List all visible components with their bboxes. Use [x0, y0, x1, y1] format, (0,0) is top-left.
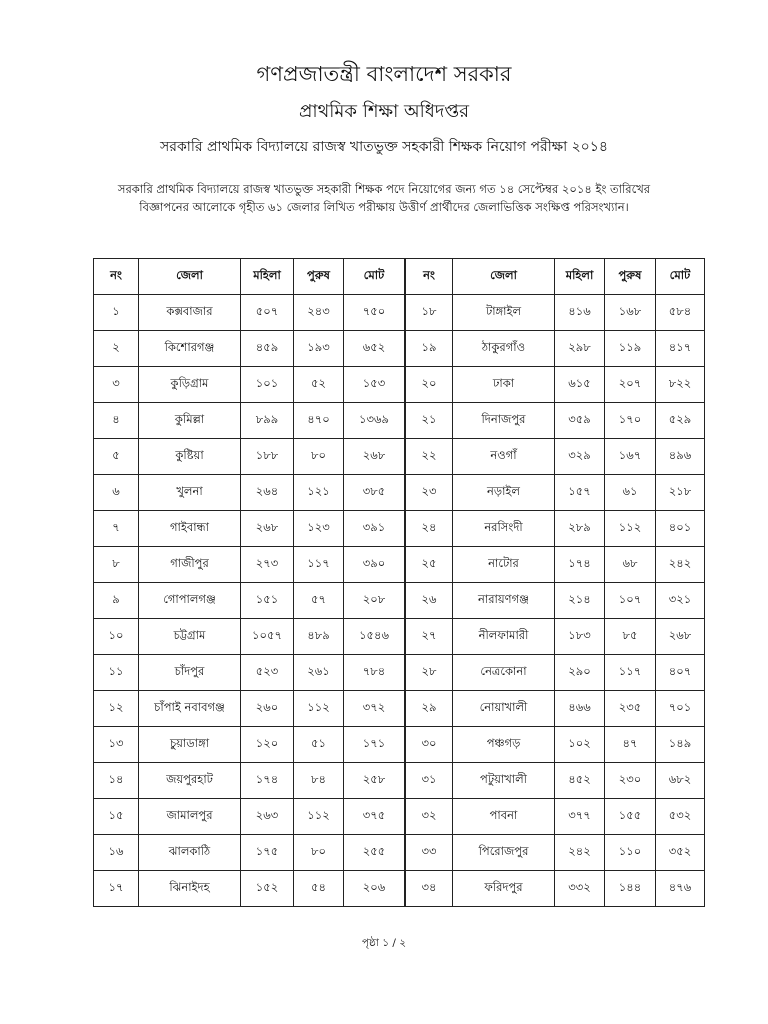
serial-cell: ১৬ — [94, 835, 139, 871]
male-cell: ১৯৩ — [294, 331, 344, 367]
female-cell: ১০২ — [555, 727, 605, 763]
table-row — [94, 367, 405, 403]
female-cell: ২৬৮ — [241, 511, 294, 547]
district-cell: খুলনা — [139, 475, 241, 511]
table-row — [406, 403, 705, 439]
total-cell: ১৭১ — [344, 727, 405, 763]
serial-cell: ১ — [94, 295, 139, 331]
district-cell: টাঙ্গাইল — [453, 295, 555, 331]
column-header: পুরুষ — [605, 259, 656, 295]
table-row — [94, 835, 405, 871]
table-row — [94, 655, 405, 691]
table-row — [94, 439, 405, 475]
column-header: মোট — [656, 259, 705, 295]
female-cell: ৫০৭ — [241, 295, 294, 331]
serial-cell: ৯ — [94, 583, 139, 619]
total-cell: ৪০৭ — [656, 655, 705, 691]
serial-cell: ২৭ — [406, 619, 453, 655]
total-cell: ৩৭২ — [344, 691, 405, 727]
serial-cell: ৬ — [94, 475, 139, 511]
table-row — [94, 799, 405, 835]
male-cell: ১২১ — [294, 475, 344, 511]
table-row — [406, 655, 705, 691]
total-cell: ২৫৫ — [344, 835, 405, 871]
page-number: পৃষ্ঠা ১ / ২ — [361, 937, 407, 949]
exam-title: সরকারি প্রাথমিক বিদ্যালয়ে রাজস্ব খাতভুক্ত সহকারী শিক্ষক নিয়োগ পরীক্ষা ২০১৪ — [160, 139, 608, 155]
district-cell: নীলফামারী — [453, 619, 555, 655]
serial-cell: ১৫ — [94, 799, 139, 835]
serial-cell: ২ — [94, 331, 139, 367]
male-cell: ২৬১ — [294, 655, 344, 691]
male-cell: ১৪৪ — [605, 871, 656, 907]
male-cell: ১১২ — [605, 511, 656, 547]
total-cell: ৩২১ — [656, 583, 705, 619]
female-cell: ৪১৬ — [555, 295, 605, 331]
male-cell: ২৩০ — [605, 763, 656, 799]
district-cell: ঝিনাইদহ — [139, 871, 241, 907]
column-header: মোট — [344, 259, 405, 295]
total-cell: ৩৭৫ — [344, 799, 405, 835]
column-header: মহিলা — [555, 259, 605, 295]
male-cell: ১০৭ — [605, 583, 656, 619]
column-header: জেলা — [139, 259, 241, 295]
female-cell: ২৪২ — [555, 835, 605, 871]
district-cell: ঢাকা — [453, 367, 555, 403]
table-row — [406, 871, 705, 907]
serial-cell: ২০ — [406, 367, 453, 403]
male-cell: ১১৭ — [294, 547, 344, 583]
female-cell: ৩৭৭ — [555, 799, 605, 835]
male-cell: ১২৩ — [294, 511, 344, 547]
description-line-1: সরকারি প্রাথমিক বিদ্যালয়ে রাজস্ব খাতভুক্ত সহকারী শিক্ষক পদে নিয়োগের জন্য গত ১৪ সেপ্টেম্বর ২০১৪ ইং তারিখের — [117, 182, 651, 196]
female-cell: ২৯০ — [555, 655, 605, 691]
table-row — [94, 583, 405, 619]
total-cell: ৩৫২ — [656, 835, 705, 871]
male-cell: ১১২ — [294, 799, 344, 835]
male-cell: ৮০ — [294, 835, 344, 871]
total-cell: ৭৮৪ — [344, 655, 405, 691]
male-cell: ১৫৫ — [605, 799, 656, 835]
male-cell: ২০৭ — [605, 367, 656, 403]
total-cell: ৪৯৬ — [656, 439, 705, 475]
female-cell: ১৭৫ — [241, 835, 294, 871]
serial-cell: ২৩ — [406, 475, 453, 511]
male-cell: ১৬৮ — [605, 295, 656, 331]
serial-cell: ৩২ — [406, 799, 453, 835]
table-row — [406, 799, 705, 835]
column-header: নং — [94, 259, 139, 295]
district-cell: দিনাজপুর — [453, 403, 555, 439]
serial-cell: ১৪ — [94, 763, 139, 799]
total-cell: ৪১৭ — [656, 331, 705, 367]
district-cell: পিরোজপুর — [453, 835, 555, 871]
male-cell: ৪৭০ — [294, 403, 344, 439]
female-cell: ৬১৫ — [555, 367, 605, 403]
serial-cell: ২৬ — [406, 583, 453, 619]
district-cell: চাঁদপুর — [139, 655, 241, 691]
serial-cell: ১৭ — [94, 871, 139, 907]
total-cell: ২৬৮ — [656, 619, 705, 655]
total-cell: ২৪২ — [656, 547, 705, 583]
district-cell: নওগাঁ — [453, 439, 555, 475]
female-cell: ১৭৪ — [241, 763, 294, 799]
district-cell: নোয়াখালী — [453, 691, 555, 727]
district-cell: কুমিল্লা — [139, 403, 241, 439]
serial-cell: ৪ — [94, 403, 139, 439]
serial-cell: ৮ — [94, 547, 139, 583]
table-row — [406, 619, 705, 655]
male-cell: ১১৭ — [605, 655, 656, 691]
serial-cell: ৩৪ — [406, 871, 453, 907]
district-cell: পাবনা — [453, 799, 555, 835]
district-cell: নরসিংদী — [453, 511, 555, 547]
column-header: জেলা — [453, 259, 555, 295]
female-cell: ২৮৯ — [555, 511, 605, 547]
serial-cell: ৫ — [94, 439, 139, 475]
district-cell: নেত্রকোনা — [453, 655, 555, 691]
district-cell: পটুয়াখালী — [453, 763, 555, 799]
table-row — [406, 835, 705, 871]
total-cell: ৭৫০ — [344, 295, 405, 331]
serial-cell: ১৯ — [406, 331, 453, 367]
table-row — [94, 547, 405, 583]
district-cell: গাজীপুর — [139, 547, 241, 583]
table-row — [94, 295, 405, 331]
table-row — [406, 439, 705, 475]
female-cell: ৩৩২ — [555, 871, 605, 907]
female-cell: ২১৪ — [555, 583, 605, 619]
table-row — [406, 475, 705, 511]
total-cell: ১৫৪৬ — [344, 619, 405, 655]
district-cell: চট্টগ্রাম — [139, 619, 241, 655]
total-cell: ২৫৮ — [344, 763, 405, 799]
serial-cell: ২৯ — [406, 691, 453, 727]
female-cell: ১৫৭ — [555, 475, 605, 511]
district-cell: কিশোরগঞ্জ — [139, 331, 241, 367]
table-row — [94, 511, 405, 547]
total-cell: ৬৮২ — [656, 763, 705, 799]
male-cell: ৪৭ — [605, 727, 656, 763]
male-cell: ১১৯ — [605, 331, 656, 367]
female-cell: ২৭৩ — [241, 547, 294, 583]
female-cell: ৫২৩ — [241, 655, 294, 691]
male-cell: ২৪৩ — [294, 295, 344, 331]
table-row — [94, 331, 405, 367]
district-cell: জয়পুরহাট — [139, 763, 241, 799]
male-cell: ৮০ — [294, 439, 344, 475]
district-cell: নড়াইল — [453, 475, 555, 511]
female-cell: ৪৫২ — [555, 763, 605, 799]
table-row — [406, 547, 705, 583]
total-cell: ৫৮৪ — [656, 295, 705, 331]
female-cell: ৮৯৯ — [241, 403, 294, 439]
serial-cell: ২৮ — [406, 655, 453, 691]
table-row — [406, 691, 705, 727]
table-header-row — [94, 259, 405, 295]
total-cell: ২৬৮ — [344, 439, 405, 475]
male-cell: ১৬৭ — [605, 439, 656, 475]
total-cell: ৪৭৬ — [656, 871, 705, 907]
district-cell: চুয়াডাঙ্গা — [139, 727, 241, 763]
female-cell: ১০৫৭ — [241, 619, 294, 655]
description-line-2: বিজ্ঞাপনের আলোকে গৃহীত ৬১ জেলার লিখিত পরীক্ষায় উত্তীর্ণ প্রার্থীদের জেলাভিত্তিক সংক্ষিপ্ত পরিসংখ্যান। — [139, 200, 629, 214]
district-cell: কুষ্টিয়া — [139, 439, 241, 475]
male-cell: ৪৮৯ — [294, 619, 344, 655]
female-cell: ২৬৩ — [241, 799, 294, 835]
male-cell: ৬৮ — [605, 547, 656, 583]
department-name: প্রাথমিক শিক্ষা অধিদপ্তর — [298, 101, 470, 122]
female-cell: ৩২৯ — [555, 439, 605, 475]
female-cell: ১২০ — [241, 727, 294, 763]
district-cell: জামালপুর — [139, 799, 241, 835]
female-cell: ১৫১ — [241, 583, 294, 619]
male-cell: ৮৪ — [294, 763, 344, 799]
district-cell: পঞ্চগড় — [453, 727, 555, 763]
district-cell: নাটোর — [453, 547, 555, 583]
page-title: গণপ্রজাতন্ত্রী বাংলাদেশ সরকার — [256, 62, 512, 86]
table-row — [94, 763, 405, 799]
male-cell: ৫৭ — [294, 583, 344, 619]
female-cell: ১০১ — [241, 367, 294, 403]
table-row — [406, 583, 705, 619]
female-cell: ১৭৪ — [555, 547, 605, 583]
female-cell: ২৯৮ — [555, 331, 605, 367]
district-table-right — [405, 258, 705, 907]
male-cell: ১১০ — [605, 835, 656, 871]
district-cell: ফরিদপুর — [453, 871, 555, 907]
serial-cell: ২২ — [406, 439, 453, 475]
total-cell: ১৪৯ — [656, 727, 705, 763]
total-cell: ২০৮ — [344, 583, 405, 619]
male-cell: ৫২ — [294, 367, 344, 403]
female-cell: ৩৫৯ — [555, 403, 605, 439]
female-cell: ১৫২ — [241, 871, 294, 907]
total-cell: ১৩৬৯ — [344, 403, 405, 439]
total-cell: ২০৬ — [344, 871, 405, 907]
district-table-left — [93, 258, 405, 907]
male-cell: ৫১ — [294, 727, 344, 763]
female-cell: ৪৫৯ — [241, 331, 294, 367]
serial-cell: ৩১ — [406, 763, 453, 799]
table-row — [406, 367, 705, 403]
column-header: মহিলা — [241, 259, 294, 295]
table-row — [94, 871, 405, 907]
table-row — [406, 295, 705, 331]
district-cell: কুড়িগ্রাম — [139, 367, 241, 403]
district-cell: গোপালগঞ্জ — [139, 583, 241, 619]
total-cell: ৬৫২ — [344, 331, 405, 367]
male-cell: ১১২ — [294, 691, 344, 727]
male-cell: ৬১ — [605, 475, 656, 511]
total-cell: ৮২২ — [656, 367, 705, 403]
female-cell: ১৮৮ — [241, 439, 294, 475]
serial-cell: ৭ — [94, 511, 139, 547]
table-row — [406, 727, 705, 763]
table-row — [94, 727, 405, 763]
serial-cell: ১৩ — [94, 727, 139, 763]
column-header: পুরুষ — [294, 259, 344, 295]
serial-cell: ১৮ — [406, 295, 453, 331]
serial-cell: ২৫ — [406, 547, 453, 583]
column-header: নং — [406, 259, 453, 295]
female-cell: ২৬০ — [241, 691, 294, 727]
male-cell: ৫৪ — [294, 871, 344, 907]
total-cell: ৪০১ — [656, 511, 705, 547]
table-row — [406, 763, 705, 799]
female-cell: ৪৬৬ — [555, 691, 605, 727]
total-cell: ৫২৯ — [656, 403, 705, 439]
male-cell: ১৭০ — [605, 403, 656, 439]
total-cell: ১৫৩ — [344, 367, 405, 403]
total-cell: ২১৮ — [656, 475, 705, 511]
total-cell: ৩৯১ — [344, 511, 405, 547]
serial-cell: ৩ — [94, 367, 139, 403]
serial-cell: ১০ — [94, 619, 139, 655]
district-cell: ঠাকুরগাঁও — [453, 331, 555, 367]
table-row — [94, 403, 405, 439]
total-cell: ৩৯০ — [344, 547, 405, 583]
total-cell: ৫৩২ — [656, 799, 705, 835]
total-cell: ৩৮৫ — [344, 475, 405, 511]
serial-cell: ১২ — [94, 691, 139, 727]
district-cell: গাইবান্ধা — [139, 511, 241, 547]
table-row — [94, 691, 405, 727]
district-cell: কক্সবাজার — [139, 295, 241, 331]
serial-cell: ১১ — [94, 655, 139, 691]
serial-cell: ২৪ — [406, 511, 453, 547]
district-cell: ঝালকাঠি — [139, 835, 241, 871]
district-cell: চাঁপাই নবাবগঞ্জ — [139, 691, 241, 727]
serial-cell: ২১ — [406, 403, 453, 439]
table-row — [406, 331, 705, 367]
table-row — [94, 475, 405, 511]
table-row — [406, 511, 705, 547]
table-row — [94, 619, 405, 655]
serial-cell: ৩৩ — [406, 835, 453, 871]
total-cell: ৭০১ — [656, 691, 705, 727]
table-header-row — [406, 259, 705, 295]
female-cell: ১৮৩ — [555, 619, 605, 655]
male-cell: ৮৫ — [605, 619, 656, 655]
female-cell: ২৬৪ — [241, 475, 294, 511]
serial-cell: ৩০ — [406, 727, 453, 763]
male-cell: ২৩৫ — [605, 691, 656, 727]
district-cell: নারায়ণগঞ্জ — [453, 583, 555, 619]
